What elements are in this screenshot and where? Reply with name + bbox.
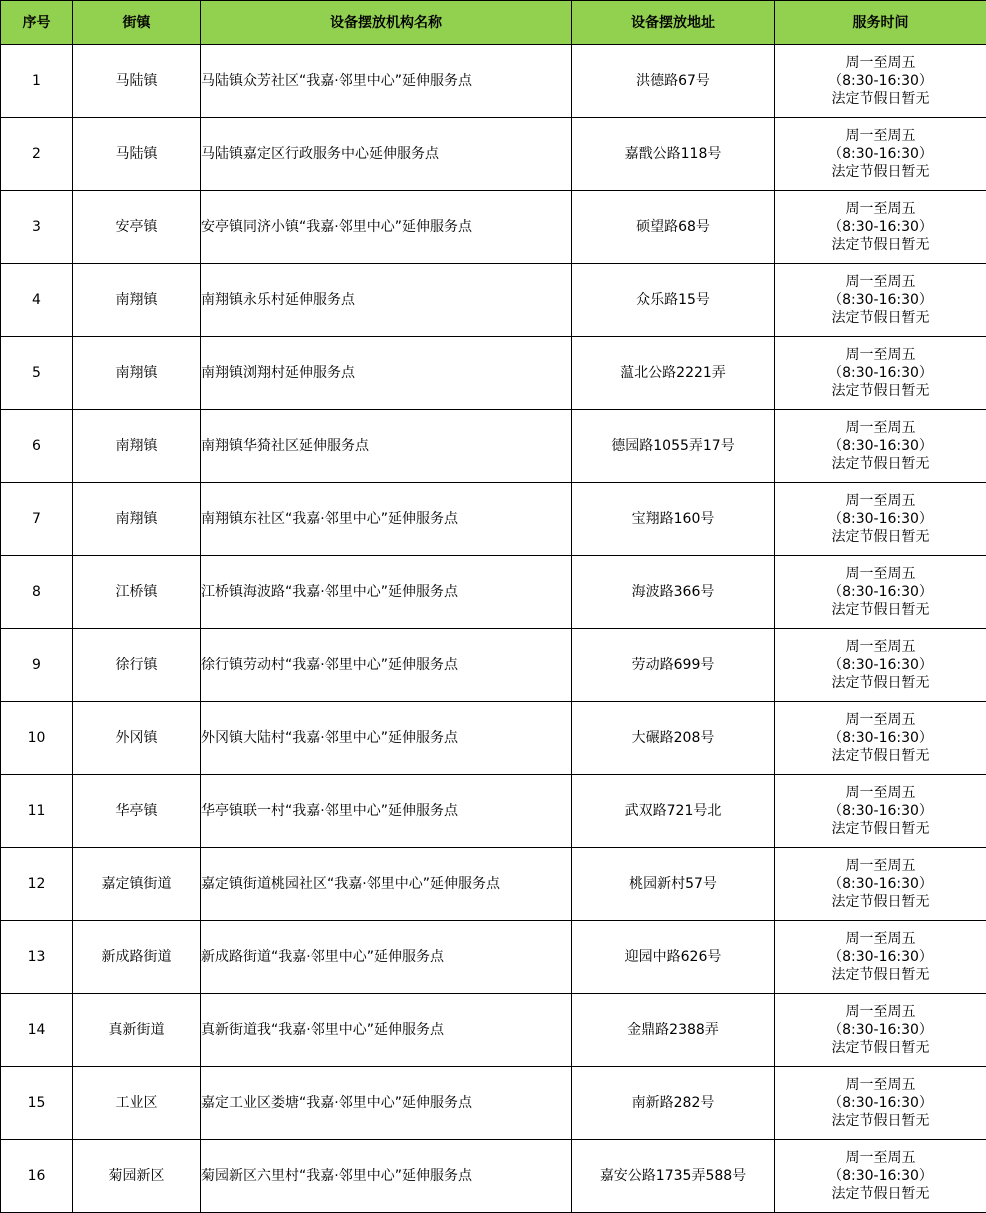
service-days-text: 周一至周五: [845, 1077, 916, 1093]
address-cell: 宝翔路160号: [572, 483, 775, 556]
service-days-text: 周一至周五: [845, 55, 916, 71]
service-time-range-text: （8:30-16:30）: [828, 949, 933, 965]
holiday-note-text: 法定节假日暂无: [831, 1113, 930, 1129]
table-row: [1, 45, 986, 118]
serial-number-cell: 6: [1, 410, 73, 483]
organization-name-cell: 南翔镇华猗社区延伸服务点: [201, 410, 572, 483]
service-hours-cell: [775, 556, 986, 629]
service-time-range-text: （8:30-16:30）: [828, 876, 933, 892]
serial-number-cell: 8: [1, 556, 73, 629]
table-row: [1, 337, 986, 410]
address-cell: 劳动路699号: [572, 629, 775, 702]
town-cell: 安亭镇: [73, 191, 201, 264]
service-days-text: 周一至周五: [845, 420, 916, 436]
table-row: [1, 994, 986, 1067]
service-days-text: 周一至周五: [845, 201, 916, 217]
holiday-note-text: 法定节假日暂无: [831, 1186, 930, 1202]
table-row: [1, 629, 986, 702]
town-cell: 南翔镇: [73, 483, 201, 556]
header-town: 街镇: [73, 1, 201, 45]
serial-number-cell: 1: [1, 45, 73, 118]
service-time-range-text: （8:30-16:30）: [828, 73, 933, 89]
service-days-text: 周一至周五: [845, 566, 916, 582]
service-days-text: 周一至周五: [845, 274, 916, 290]
service-days-text: 周一至周五: [845, 1004, 916, 1020]
service-hours-cell: [775, 483, 986, 556]
organization-name-cell: 马陆镇嘉定区行政服务中心延伸服务点: [201, 118, 572, 191]
service-time-range-text: （8:30-16:30）: [828, 438, 933, 454]
service-hours-cell: [775, 45, 986, 118]
organization-name-cell: 华亭镇联一村“我嘉·邻里中心”延伸服务点: [201, 775, 572, 848]
holiday-note-text: 法定节假日暂无: [831, 164, 930, 180]
serial-number-cell: 15: [1, 1067, 73, 1140]
header-organization-name: 设备摆放机构名称: [201, 1, 572, 45]
service-time-range-text: （8:30-16:30）: [828, 1095, 933, 1111]
serial-number-cell: 3: [1, 191, 73, 264]
town-cell: 南翔镇: [73, 410, 201, 483]
table-row: [1, 848, 986, 921]
service-hours-cell: [775, 629, 986, 702]
town-cell: 马陆镇: [73, 118, 201, 191]
town-cell: 华亭镇: [73, 775, 201, 848]
service-days-text: 周一至周五: [845, 639, 916, 655]
organization-name-cell: 嘉定镇街道桃园社区“我嘉·邻里中心”延伸服务点: [201, 848, 572, 921]
service-time-range-text: （8:30-16:30）: [828, 584, 933, 600]
address-cell: 海波路366号: [572, 556, 775, 629]
service-days-text: 周一至周五: [845, 347, 916, 363]
town-cell: 真新街道: [73, 994, 201, 1067]
service-time-range-text: （8:30-16:30）: [828, 219, 933, 235]
service-hours-cell: [775, 410, 986, 483]
organization-name-cell: 南翔镇浏翔村延伸服务点: [201, 337, 572, 410]
service-hours-cell: [775, 702, 986, 775]
address-cell: 蕰北公路2221弄: [572, 337, 775, 410]
service-days-text: 周一至周五: [845, 493, 916, 509]
town-cell: 马陆镇: [73, 45, 201, 118]
holiday-note-text: 法定节假日暂无: [831, 91, 930, 107]
holiday-note-text: 法定节假日暂无: [831, 310, 930, 326]
service-time-range-text: （8:30-16:30）: [828, 292, 933, 308]
town-cell: 菊园新区: [73, 1140, 201, 1213]
organization-name-cell: 徐行镇劳动村“我嘉·邻里中心”延伸服务点: [201, 629, 572, 702]
serial-number-cell: 16: [1, 1140, 73, 1213]
service-time-range-text: （8:30-16:30）: [828, 1168, 933, 1184]
service-days-text: 周一至周五: [845, 858, 916, 874]
service-hours-cell: [775, 848, 986, 921]
serial-number-cell: 14: [1, 994, 73, 1067]
header-service-hours: 服务时间: [775, 1, 986, 45]
address-cell: 嘉安公路1735弄588号: [572, 1140, 775, 1213]
service-days-text: 周一至周五: [845, 712, 916, 728]
address-cell: 洪德路67号: [572, 45, 775, 118]
service-time-range-text: （8:30-16:30）: [828, 803, 933, 819]
table-row: [1, 702, 986, 775]
town-cell: 新成路街道: [73, 921, 201, 994]
holiday-note-text: 法定节假日暂无: [831, 1040, 930, 1056]
town-cell: 嘉定镇街道: [73, 848, 201, 921]
service-hours-cell: [775, 775, 986, 848]
address-cell: 众乐路15号: [572, 264, 775, 337]
serial-number-cell: 12: [1, 848, 73, 921]
table-row: [1, 556, 986, 629]
service-hours-cell: [775, 1067, 986, 1140]
holiday-note-text: 法定节假日暂无: [831, 602, 930, 618]
serial-number-cell: 7: [1, 483, 73, 556]
organization-name-cell: 安亭镇同济小镇“我嘉·邻里中心”延伸服务点: [201, 191, 572, 264]
holiday-note-text: 法定节假日暂无: [831, 894, 930, 910]
service-hours-cell: [775, 1140, 986, 1213]
service-hours-cell: [775, 118, 986, 191]
town-cell: 徐行镇: [73, 629, 201, 702]
service-hours-cell: [775, 994, 986, 1067]
address-cell: 嘉戬公路118号: [572, 118, 775, 191]
organization-name-cell: 南翔镇东社区“我嘉·邻里中心”延伸服务点: [201, 483, 572, 556]
table-row: [1, 410, 986, 483]
address-cell: 德园路1055弄17号: [572, 410, 775, 483]
address-cell: 硕望路68号: [572, 191, 775, 264]
service-time-range-text: （8:30-16:30）: [828, 657, 933, 673]
organization-name-cell: 马陆镇众芳社区“我嘉·邻里中心”延伸服务点: [201, 45, 572, 118]
town-cell: 外冈镇: [73, 702, 201, 775]
table-row: [1, 1140, 986, 1213]
organization-name-cell: 江桥镇海波路“我嘉·邻里中心”延伸服务点: [201, 556, 572, 629]
town-cell: 南翔镇: [73, 264, 201, 337]
service-hours-cell: [775, 191, 986, 264]
serial-number-cell: 11: [1, 775, 73, 848]
header-row: [1, 1, 986, 45]
serial-number-cell: 10: [1, 702, 73, 775]
service-hours-cell: [775, 921, 986, 994]
holiday-note-text: 法定节假日暂无: [831, 529, 930, 545]
service-days-text: 周一至周五: [845, 931, 916, 947]
serial-number-cell: 5: [1, 337, 73, 410]
header-serial-number: 序号: [1, 1, 73, 45]
table-row: [1, 118, 986, 191]
town-cell: 工业区: [73, 1067, 201, 1140]
table-row: [1, 1067, 986, 1140]
service-time-range-text: （8:30-16:30）: [828, 511, 933, 527]
serial-number-cell: 4: [1, 264, 73, 337]
service-time-range-text: （8:30-16:30）: [828, 730, 933, 746]
service-time-range-text: （8:30-16:30）: [828, 365, 933, 381]
table-body: [1, 45, 986, 1213]
town-cell: 南翔镇: [73, 337, 201, 410]
table-row: [1, 191, 986, 264]
town-cell: 江桥镇: [73, 556, 201, 629]
table-row: [1, 264, 986, 337]
serial-number-cell: 2: [1, 118, 73, 191]
address-cell: 大碾路208号: [572, 702, 775, 775]
organization-name-cell: 南翔镇永乐村延伸服务点: [201, 264, 572, 337]
holiday-note-text: 法定节假日暂无: [831, 748, 930, 764]
table-row: [1, 483, 986, 556]
table-header: [1, 1, 986, 45]
service-days-text: 周一至周五: [845, 128, 916, 144]
header-address: 设备摆放地址: [572, 1, 775, 45]
service-time-range-text: （8:30-16:30）: [828, 146, 933, 162]
organization-name-cell: 外冈镇大陆村“我嘉·邻里中心”延伸服务点: [201, 702, 572, 775]
holiday-note-text: 法定节假日暂无: [831, 675, 930, 691]
holiday-note-text: 法定节假日暂无: [831, 456, 930, 472]
service-time-range-text: （8:30-16:30）: [828, 1022, 933, 1038]
address-cell: 金鼎路2388弄: [572, 994, 775, 1067]
service-days-text: 周一至周五: [845, 1150, 916, 1166]
service-hours-cell: [775, 337, 986, 410]
service-hours-cell: [775, 264, 986, 337]
holiday-note-text: 法定节假日暂无: [831, 237, 930, 253]
organization-name-cell: 真新街道我“我嘉·邻里中心”延伸服务点: [201, 994, 572, 1067]
table-row: [1, 921, 986, 994]
holiday-note-text: 法定节假日暂无: [831, 821, 930, 837]
address-cell: 桃园新村57号: [572, 848, 775, 921]
address-cell: 南新路282号: [572, 1067, 775, 1140]
serial-number-cell: 9: [1, 629, 73, 702]
serial-number-cell: 13: [1, 921, 73, 994]
table-row: [1, 775, 986, 848]
address-cell: 迎园中路626号: [572, 921, 775, 994]
organization-name-cell: 嘉定工业区娄塘“我嘉·邻里中心”延伸服务点: [201, 1067, 572, 1140]
address-cell: 武双路721号北: [572, 775, 775, 848]
service-days-text: 周一至周五: [845, 785, 916, 801]
organization-name-cell: 新成路街道“我嘉·邻里中心”延伸服务点: [201, 921, 572, 994]
holiday-note-text: 法定节假日暂无: [831, 967, 930, 983]
organization-name-cell: 菊园新区六里村“我嘉·邻里中心”延伸服务点: [201, 1140, 572, 1213]
holiday-note-text: 法定节假日暂无: [831, 383, 930, 399]
